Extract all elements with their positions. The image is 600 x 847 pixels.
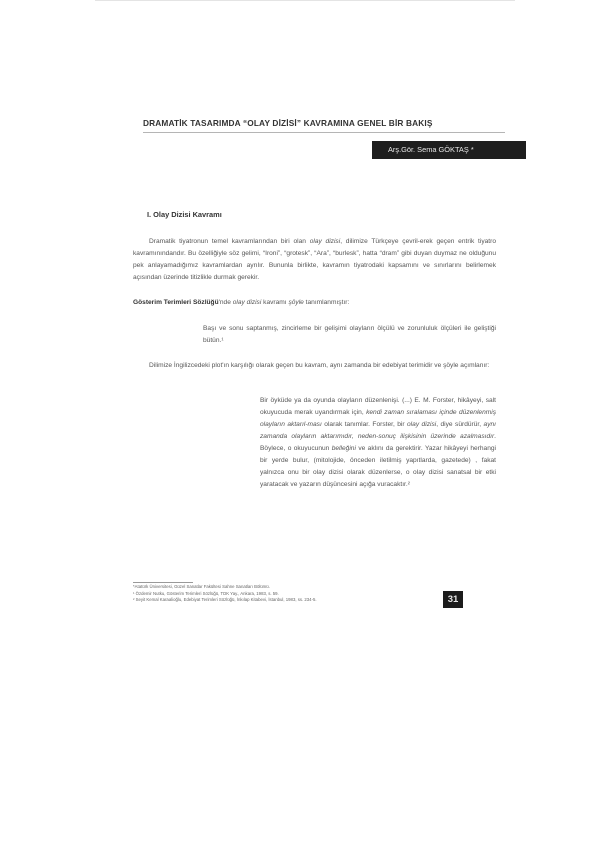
q2-text-h: belleğini: [331, 445, 356, 452]
block-quote-1: [203, 323, 496, 347]
title-divider: [143, 132, 505, 133]
article-title: DRAMATİK TASARIMDA “OLAY DİZİSİ” KAVRAMINA GENEL BİR BAKIŞ: [143, 118, 433, 128]
q2-text-i: ve aklını da gerektirir. Yazar hikâyeyi herhangi bir yerde bulur, (mitolojide, önceden iletilmiş yapıtlarda, gazetede) , fakat yalnızca onu bir olay dizisi olarak düzenlerse, o olay dizisi sanatsal bir etki yaratacak ve yazarın düşüncesini açığa vuracaktır.²: [260, 445, 496, 488]
p2-text-e: şöyle: [288, 299, 304, 306]
footnote-1: ¹ Özdemir Nutku, Gösterim Terimleri Sözlüğü, TDK Yay., Ankara, 1983, s. 59.: [133, 590, 279, 596]
q2-text-b: kendi zaman sıralaması içinde düzenlenmiş olayların aktarıl-ması: [260, 409, 497, 428]
paragraph-2: [133, 297, 496, 309]
q2-text-c: olarak tanımlar. Forster, bir: [321, 421, 408, 428]
footnote-divider: [133, 582, 193, 583]
p3-text: Dilimize İngilizcedeki plot'ın karşılığı olarak geçen bu kavram, aynı zamanda bir edebiyat terimidir ve şöyle açımlanır:: [149, 362, 490, 369]
section-heading: I. Olay Dizisi Kavramı: [147, 210, 222, 219]
block-quote-2: [260, 395, 496, 491]
footnotes: [133, 584, 433, 604]
footnote-0: *Atatürk Üniversitesi, Güzel Sanatlar Fakültesi Sahne Sanatları Bölümü.: [133, 584, 270, 589]
p2-term: olay dizisi: [232, 299, 262, 306]
p1-text-c: , dilimize Türkçeye çevril-erek geçen entrik tiyatro kavramınındandır. Bu özelliğiyle söz gelimi, “Ironi”, “grotesk”, “Ara”, “burlesk”, hatta “dram” gibi duyan duymaz ne olduğunu pek anlayamadığımız kavramlardan ayrılır. Bununla birlikte, kavramın tiyatrodaki kapsamını ve sınırlarını belirlemek açısından üzerinde titizlikle durmak gerekir.: [133, 238, 496, 281]
p1-term: olay dizisi: [309, 238, 341, 245]
quote-1-text: Başı ve sonu saptanmış, zincirleme bir gelişimi olayların ölçülü ve zorunluluk ölçüleri ile geliştiği bütün.¹: [203, 325, 496, 344]
paragraph-1: [133, 236, 496, 284]
author-name: Arş.Gör. Sema GÖKTAŞ *: [388, 145, 474, 154]
scan-edge: [95, 0, 515, 9]
p2-text-f: tanımlanmıştır:: [303, 299, 350, 306]
p2-text-b: 'nde: [218, 299, 233, 306]
q2-text-d: olay dizisi: [407, 421, 437, 428]
footnote-2: ² Seyit Kemal Karaalioğlu, Edebiyat Terimleri Sözlüğü, İnkılap Kitabevi, İstanbul, 1983, ss. 234-5.: [133, 597, 317, 602]
q2-text-a: Bir öyküde ya da oyunda olayların düzenlenişi. (...) E. M. Forster, hikâyeyi, salt okuyucuda merak uyandırmak için,: [260, 397, 496, 416]
paragraph-3: [133, 360, 496, 372]
p2-dictionary-title: Gösterim Terimleri Sözlüğü: [133, 299, 219, 306]
author-bar: [372, 141, 526, 159]
p2-text-d: kavramı: [261, 299, 289, 306]
p1-text-a: Dramatik tiyatronun temel kavramlarından biri olan: [149, 238, 310, 245]
page-number: 31: [443, 591, 463, 608]
q2-text-e: , diye sürdürür,: [436, 421, 484, 428]
q2-text-f: aynı zamanda olayların aktarımıdır, neden-sonuç ilişkisinin üzerinde azalmasıdır: [260, 421, 496, 440]
q2-text-g: . Böylece, o okuyucunun: [260, 433, 496, 452]
